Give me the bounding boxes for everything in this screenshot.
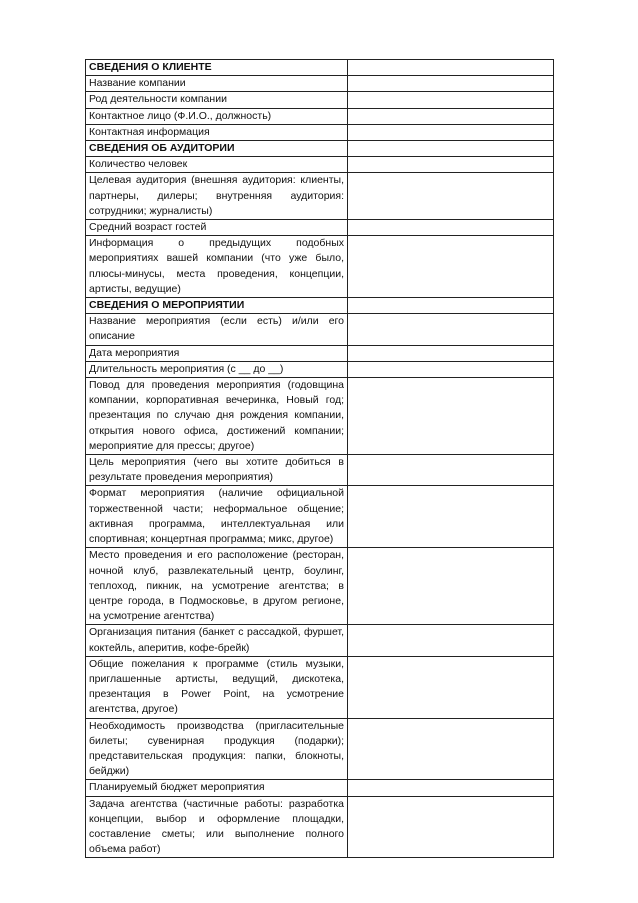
- field-value-cell[interactable]: [348, 656, 554, 718]
- field-value-cell[interactable]: [348, 796, 554, 858]
- section-header-row: [86, 60, 554, 76]
- section-header-blank-cell: [348, 141, 554, 157]
- field-label: Средний возраст гостей: [86, 220, 348, 236]
- section-header-label: СВЕДЕНИЯ О МЕРОПРИЯТИИ: [86, 298, 348, 314]
- form-row: [86, 455, 554, 486]
- field-value-cell[interactable]: [348, 76, 554, 92]
- form-row: [86, 378, 554, 455]
- field-label: Задача агентства (частичные работы: разработка концепции, выбор и оформление площадки, составление сметы; или выполнение полного объема работ): [86, 796, 348, 858]
- brief-table-body: [86, 60, 554, 858]
- form-row: [86, 157, 554, 173]
- section-header-blank-cell: [348, 60, 554, 76]
- field-label: Название компании: [86, 76, 348, 92]
- field-label: Цель мероприятия (чего вы хотите добиться в результате проведения мероприятия): [86, 455, 348, 486]
- field-label: Название мероприятия (если есть) и/или его описание: [86, 314, 348, 345]
- field-label: Общие пожелания к программе (стиль музыки, приглашенные артисты, ведущий, дискотека, презентация в Power Point, на усмотрение агентства, другое): [86, 656, 348, 718]
- form-row: [86, 718, 554, 780]
- field-label: Целевая аудитория (внешняя аудитория: клиенты, партнеры, дилеры; внутренняя аудитория: сотрудники; журналисты): [86, 173, 348, 220]
- client-brief-table: [85, 59, 554, 858]
- form-row: [86, 314, 554, 345]
- field-value-cell[interactable]: [348, 361, 554, 377]
- form-row: [86, 780, 554, 796]
- field-label: Формат мероприятия (наличие официальной торжественной части; неформальное общение; активная программа, интеллектуальная или спортивная; концертная программа; микс, другое): [86, 486, 348, 548]
- section-header-row: [86, 298, 554, 314]
- form-row: [86, 76, 554, 92]
- form-row: [86, 92, 554, 108]
- field-value-cell[interactable]: [348, 718, 554, 780]
- form-row: [86, 108, 554, 124]
- field-value-cell[interactable]: [348, 455, 554, 486]
- form-row: [86, 486, 554, 548]
- form-row: [86, 548, 554, 625]
- field-label: Род деятельности компании: [86, 92, 348, 108]
- field-value-cell[interactable]: [348, 236, 554, 298]
- field-label: Повод для проведения мероприятия (годовщина компании, корпоративная вечеринка, Новый год; презентация по случаю дня рождения компании, открытия нового офиса, достижений компании; мероприятие для прессы; другое): [86, 378, 348, 455]
- field-value-cell[interactable]: [348, 378, 554, 455]
- field-value-cell[interactable]: [348, 625, 554, 656]
- field-value-cell[interactable]: [348, 314, 554, 345]
- form-row: [86, 236, 554, 298]
- field-label: Дата мероприятия: [86, 345, 348, 361]
- field-label: Планируемый бюджет мероприятия: [86, 780, 348, 796]
- field-label: Контактное лицо (Ф.И.О., должность): [86, 108, 348, 124]
- section-header-label: СВЕДЕНИЯ ОБ АУДИТОРИИ: [86, 141, 348, 157]
- field-value-cell[interactable]: [348, 108, 554, 124]
- form-row: [86, 124, 554, 140]
- field-value-cell[interactable]: [348, 345, 554, 361]
- field-value-cell[interactable]: [348, 173, 554, 220]
- form-row: [86, 625, 554, 656]
- form-row: [86, 173, 554, 220]
- field-value-cell[interactable]: [348, 220, 554, 236]
- form-row: [86, 656, 554, 718]
- form-row: [86, 345, 554, 361]
- field-label: Информация о предыдущих подобных мероприятиях вашей компании (что уже было, плюсы-минусы, места проведения, концепции, артисты, ведущие): [86, 236, 348, 298]
- form-row: [86, 220, 554, 236]
- field-value-cell[interactable]: [348, 92, 554, 108]
- field-value-cell[interactable]: [348, 548, 554, 625]
- field-value-cell[interactable]: [348, 780, 554, 796]
- field-value-cell[interactable]: [348, 486, 554, 548]
- field-label: Количество человек: [86, 157, 348, 173]
- section-header-label: СВЕДЕНИЯ О КЛИЕНТЕ: [86, 60, 348, 76]
- field-label: Место проведения и его расположение (ресторан, ночной клуб, развлекательный центр, боулинг, теплоход, пикник, на усмотрение агентства; в центре города, в Подмосковье, в другом регионе, на усмотрение агентства): [86, 548, 348, 625]
- field-label: Длительность мероприятия (с __ до __): [86, 361, 348, 377]
- field-label: Контактная информация: [86, 124, 348, 140]
- field-value-cell[interactable]: [348, 157, 554, 173]
- section-header-blank-cell: [348, 298, 554, 314]
- field-label: Организация питания (банкет с рассадкой, фуршет, коктейль, аперитив, кофе-брейк): [86, 625, 348, 656]
- section-header-row: [86, 141, 554, 157]
- form-row: [86, 361, 554, 377]
- field-value-cell[interactable]: [348, 124, 554, 140]
- field-label: Необходимость производства (пригласительные билеты; сувенирная продукция (подарки); представительская продукция: папки, блокноты, бейджи): [86, 718, 348, 780]
- form-row: [86, 796, 554, 858]
